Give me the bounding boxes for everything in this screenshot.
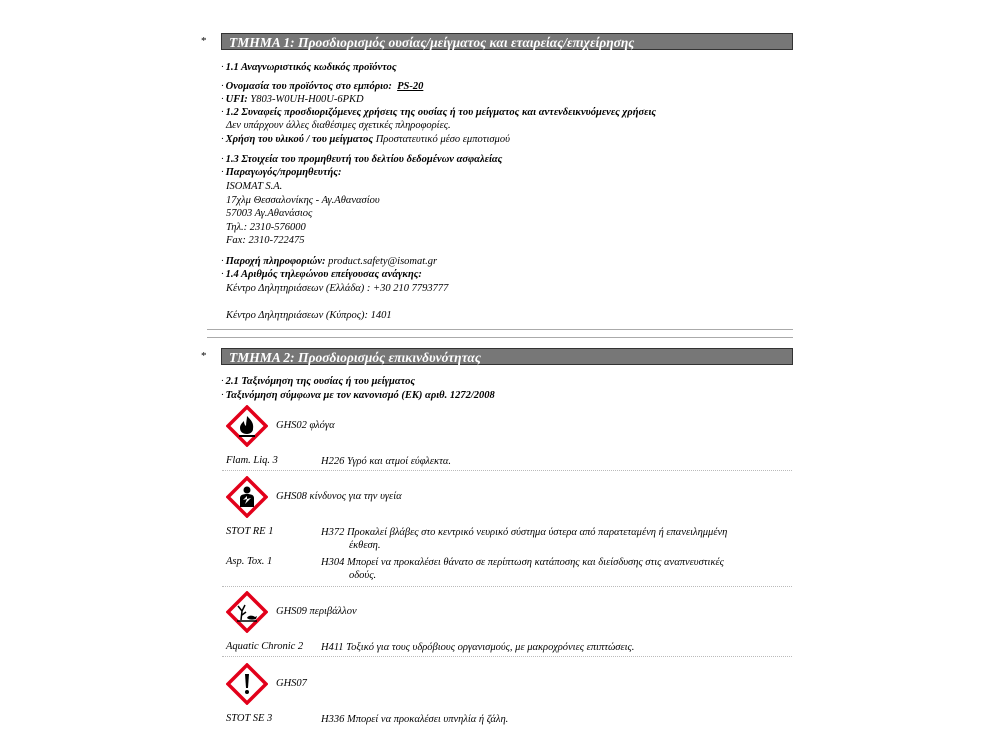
- manufacturer-label: · Παραγωγός/προμηθευτής:: [221, 167, 342, 178]
- ufi-line: · UFI: Y803-W0UH-H00U-6PKD: [221, 94, 364, 105]
- company-name: ISOMAT S.A.: [226, 181, 283, 192]
- section-1-2-heading: · 1.2 Συναφείς προσδιοριζόμενες χρήσεις της ουσίας ή του μείγματος και αντενδεικνυόμενες χρήσεις: [221, 107, 657, 118]
- trade-name-line: · Ονομασία του προϊόντος στο εμπόριο: PS-20: [221, 81, 424, 92]
- flame-icon: [226, 405, 268, 447]
- revision-star: *: [201, 350, 207, 362]
- fax: Fax: 2310-722475: [226, 235, 305, 246]
- environment-icon: [226, 591, 268, 633]
- hazard-statement: H226 Υγρό και ατμοί εύφλεκτα.: [321, 456, 451, 467]
- pictogram-label: GHS08 κίνδυνος για την υγεία: [276, 491, 402, 502]
- exclamation-icon: [226, 663, 268, 705]
- phone: Τηλ.: 2310-576000: [226, 222, 306, 233]
- emergency-greece: Κέντρο Δηλητηριάσεων (Ελλάδα) : +30 210 7793777: [226, 283, 449, 294]
- ufi-value: Y803-W0UH-H00U-6PKD: [250, 94, 364, 105]
- dotted-divider: [222, 586, 792, 587]
- info-email: product.safety@isomat.gr: [328, 256, 438, 267]
- hazard-class: STOT RE 1: [226, 526, 274, 537]
- pictogram-label: GHS09 περιβάλλον: [276, 606, 357, 617]
- use-line: · Χρήση του υλικού / του μείγματος Προστατευτικό μέσο εμποτισμού: [221, 134, 510, 145]
- section-1-1-heading: · 1.1 Αναγνωριστικός κωδικός προϊόντος: [221, 62, 397, 73]
- address-line-2: 57003 Αγ.Αθανάσιος: [226, 208, 313, 219]
- revision-star: *: [201, 35, 207, 47]
- dotted-divider: [222, 656, 792, 657]
- section-1-3-heading: · 1.3 Στοιχεία του προμηθευτή του δελτίου δεδομένων ασφαλείας: [221, 154, 503, 165]
- section-2-header: ΤΜΗΜΑ 2: Προσδιορισμός επικινδυνότητας: [221, 348, 793, 365]
- section-separator: [207, 329, 793, 330]
- hazard-statement: H411 Τοξικό για τους υδρόβιους οργανισμούς, με μακροχρόνιες επιπτώσεις.: [321, 642, 635, 653]
- section-2-1-heading: · 2.1 Ταξινόμηση της ουσίας ή του μείγματος: [221, 376, 416, 387]
- section-1-2-text: Δεν υπάρχουν άλλες διαθέσιμες σχετικές πληροφορίες.: [226, 120, 451, 131]
- section-separator: [207, 337, 793, 338]
- hazard-statement: H336 Μπορεί να προκαλέσει υπνηλία ή ζάλη.: [321, 714, 509, 725]
- section-1-header: ΤΜΗΜΑ 1: Προσδιορισμός ουσίας/μείγματος και εταιρείας/επιχείρησης: [221, 33, 793, 50]
- trade-name-value: PS-20: [397, 81, 424, 92]
- hazard-class: Flam. Liq. 3: [226, 455, 278, 466]
- section-1-4-heading: · 1.4 Αριθμός τηλεφώνου επείγουσας ανάγκης:: [221, 269, 422, 280]
- hazard-class: Aquatic Chronic 2: [226, 641, 304, 652]
- emergency-cyprus: Κέντρο Δηλητηριάσεων (Κύπρος): 1401: [226, 310, 392, 321]
- pictogram-label: GHS02 φλόγα: [276, 420, 335, 431]
- hazard-statement: H372 Προκαλεί βλάβες στο κεντρικό νευρικό σύστημα ύστερα από παρατεταμένη ή επανειλημμένη έκθεση.: [321, 527, 728, 551]
- hazard-class: STOT SE 3: [226, 713, 273, 724]
- info-line: · Παροχή πληροφοριών: product.safety@isomat.gr: [221, 256, 438, 267]
- address-line-1: 17χλμ Θεσσαλονίκης - Αγ.Αθανασίου: [226, 195, 380, 206]
- dotted-divider: [222, 470, 792, 471]
- health-hazard-icon: [226, 476, 268, 518]
- hazard-class: Asp. Tox. 1: [226, 556, 273, 567]
- pictogram-label: GHS07: [276, 678, 307, 689]
- hazard-statement: H304 Μπορεί να προκαλέσει θάνατο σε περίπτωση κατάποσης και διείσδυσης στις αναπνευστικές οδούς.: [321, 557, 724, 581]
- classification-heading: · Ταξινόμηση σύμφωνα με τον κανονισμό (ΕΚ) αριθ. 1272/2008: [221, 390, 495, 401]
